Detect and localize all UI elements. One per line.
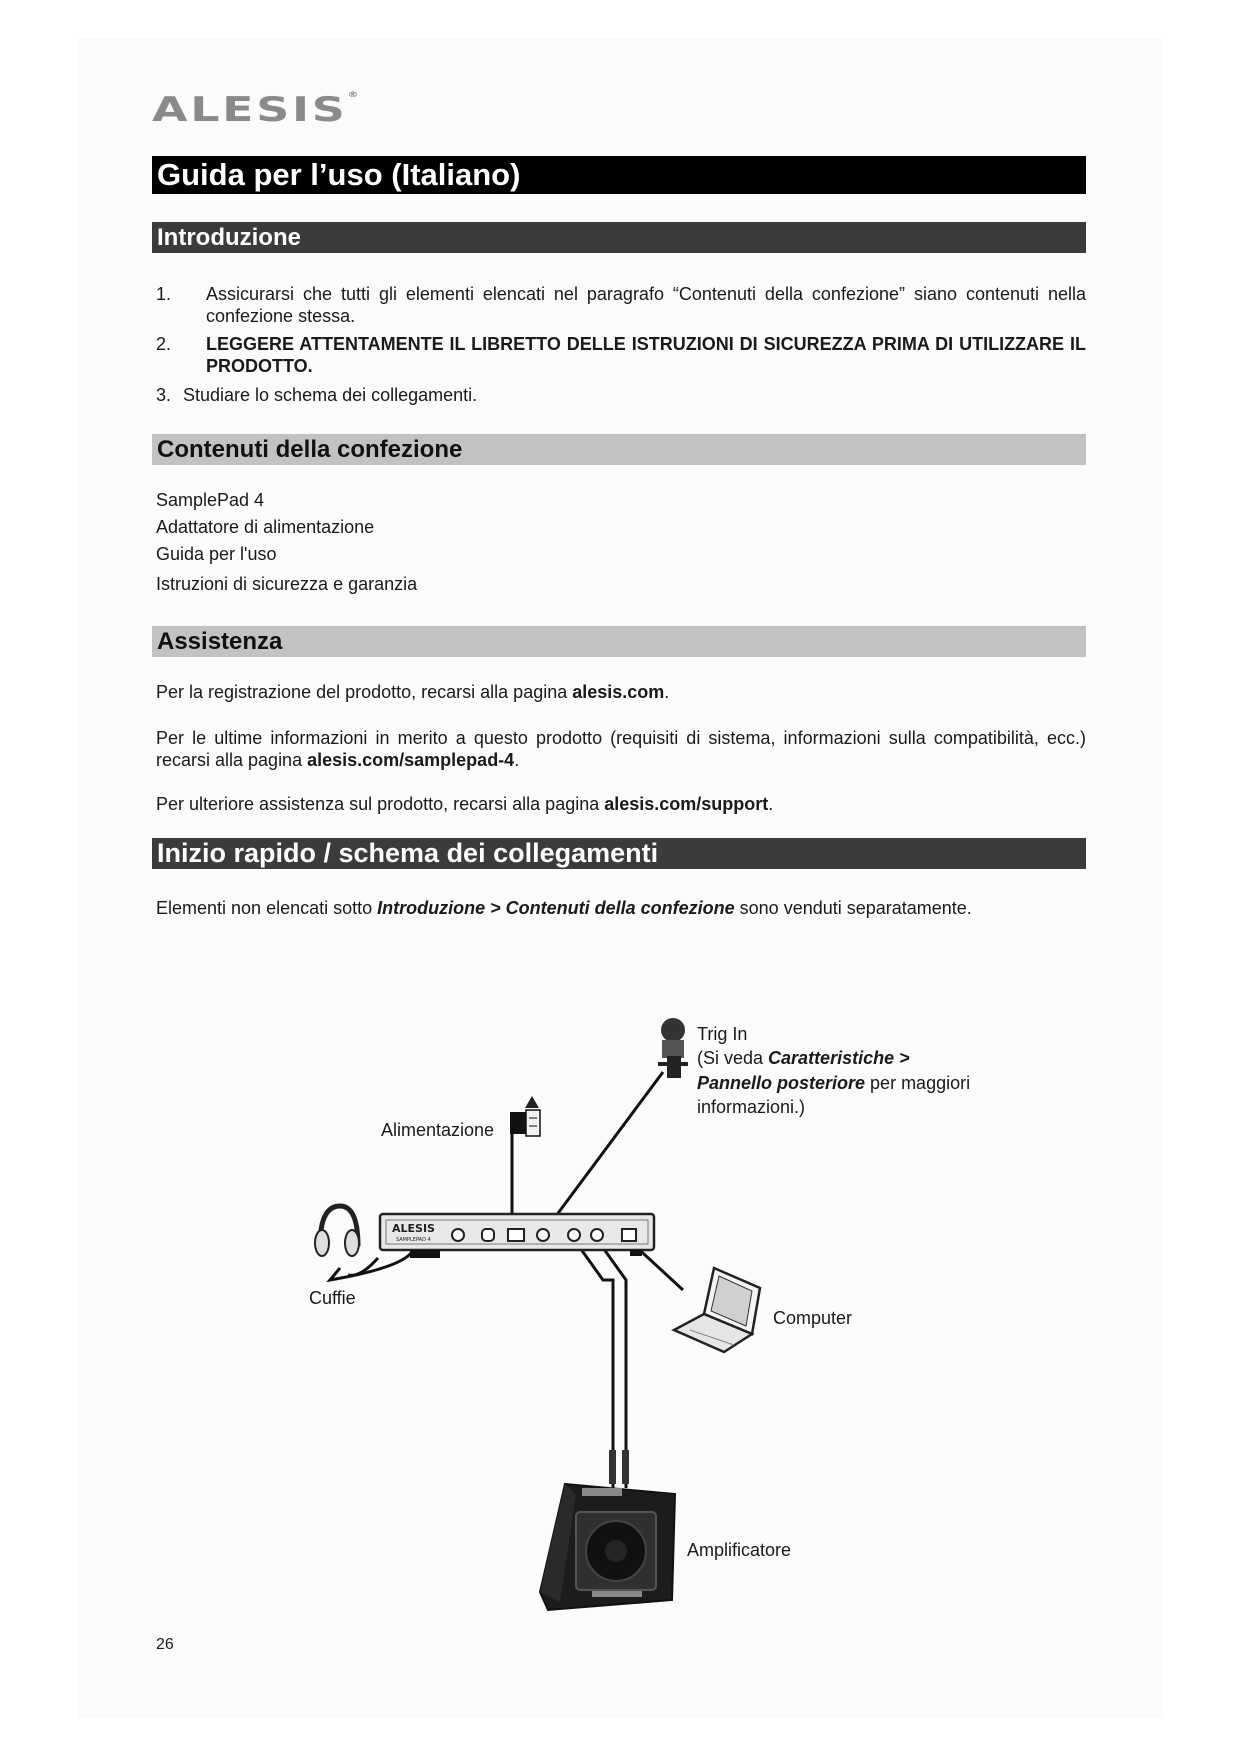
headphones-icon [315,1206,359,1256]
support-link[interactable]: alesis.com/samplepad-4 [307,750,515,770]
list-item: Assicurarsi che tutti gli elementi elencati nel paragrafo “Contenuti della confezione” siano contenuti nella confezione stessa. [206,284,1086,326]
power-label: Alimentazione [381,1120,495,1140]
quickstart-note: Elementi non elencati sotto Introduzione > Contenuti della confezione sono venduti separatamente. [156,898,972,918]
support-link[interactable]: alesis.com [572,682,665,702]
section-heading-contenuti: Contenuti della confezione [152,434,1086,465]
section-heading-introduzione: Introduzione [152,222,1086,253]
laptop-icon [674,1268,760,1352]
alesis-logo: ALESIS® [152,90,362,130]
power-adapter-icon [510,1096,540,1136]
section-heading-inizio-rapido: Inizio rapido / schema dei collegamenti [152,838,1086,869]
list-item: Istruzioni di sicurezza e garanzia [156,574,418,594]
amplifier-label: Amplificatore [687,1540,792,1560]
headphone-cable-tail [348,1258,378,1275]
trig-cable [550,1072,663,1224]
support-paragraph: Per la registrazione del prodotto, recarsi alla pagina alesis.com. [156,682,670,702]
list-number: 2. [156,334,172,354]
trig-note: informazioni.) [697,1097,806,1117]
support-paragraph: Per le ultime informazioni in merito a questo prodotto (requisiti di sistema, informazioni sulla compatibilità, ecc.) recarsi alla pagina alesis.com/samplepad-4. [156,728,1086,770]
headphones-label: Cuffie [309,1288,356,1308]
samplepad-device [380,1214,654,1258]
trig-note: Pannello posteriore per maggiori [697,1073,971,1093]
trig-note: (Si veda Caratteristiche > [697,1048,910,1068]
jack-plug [622,1450,629,1484]
list-item: LEGGERE ATTENTAMENTE IL LIBRETTO DELLE ISTRUZIONI DI SICUREZZA PRIMA DI UTILIZZARE IL PRODOTTO. [206,334,1086,376]
output-cable-left [573,1238,613,1488]
list-item: Guida per l'uso [156,544,277,564]
support-paragraph: Per ulteriore assistenza sul prodotto, recarsi alla pagina alesis.com/support. [156,794,774,814]
page-number: 26 [156,1636,174,1653]
section-heading-assistenza: Assistenza [152,626,1086,657]
list-item: Studiare lo schema dei collegamenti. [183,385,478,405]
amplifier-icon [540,1484,675,1610]
computer-label: Computer [773,1308,853,1328]
trig-in-label: Trig In [697,1024,748,1044]
page-title: Guida per l’uso (Italiano) [152,156,1086,194]
device-model-label: SAMPLEPAD 4 [396,1237,431,1243]
device-brand-label: ALESIS [392,1222,435,1235]
list-item: Adattatore di alimentazione [156,517,375,537]
list-number: 1. [156,284,172,304]
list-item: SamplePad 4 [156,490,265,510]
list-number: 3. [156,385,172,405]
support-link[interactable]: alesis.com/support [604,794,769,814]
trig-pad-icon [658,1018,688,1078]
jack-plug [609,1450,616,1484]
